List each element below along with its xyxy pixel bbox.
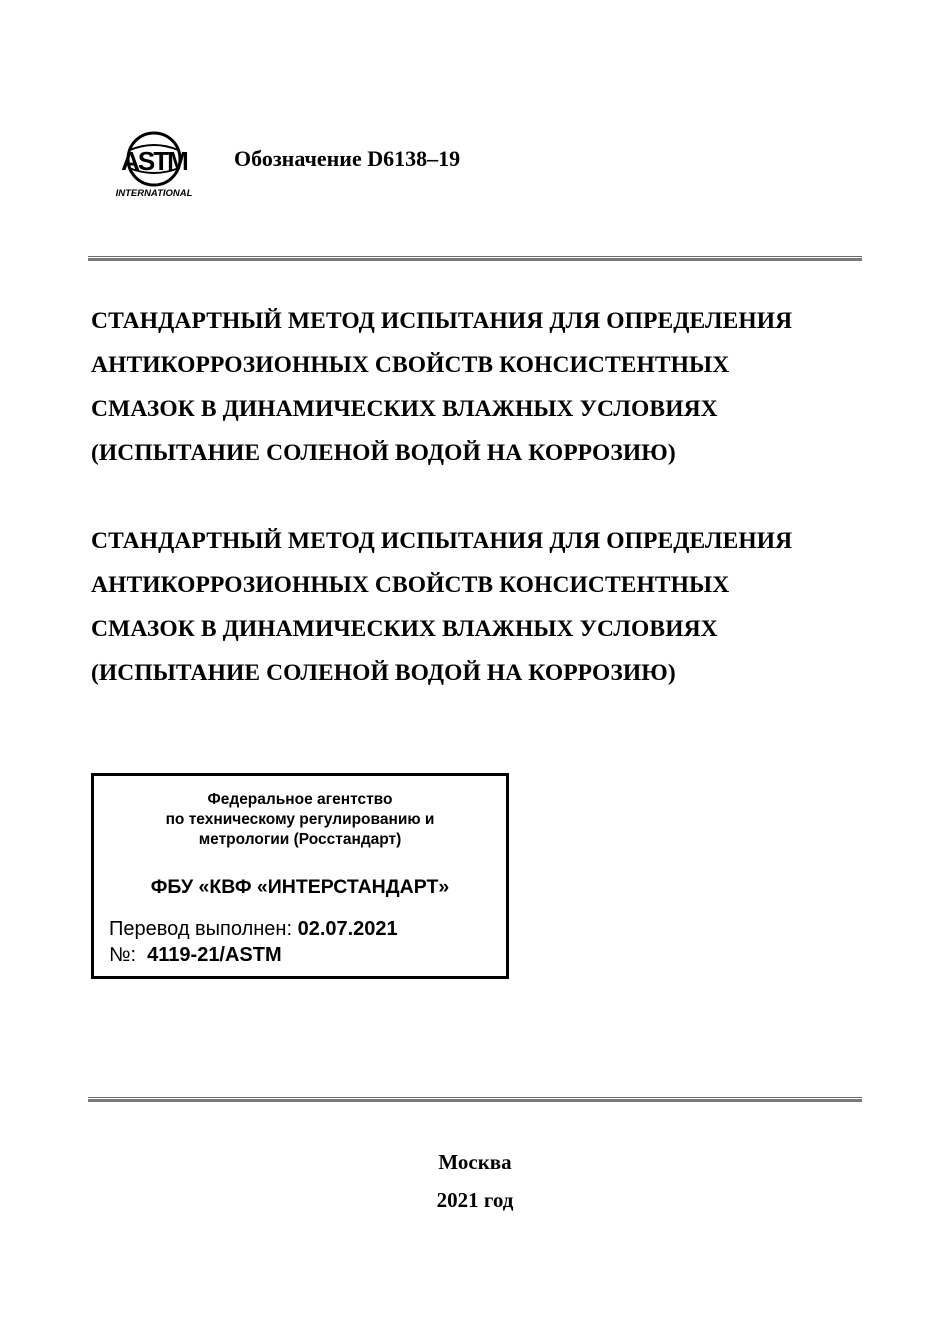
translation-stamp (91, 773, 509, 979)
title-block-2 (91, 519, 859, 695)
top-divider (88, 256, 862, 261)
translation-number-line (109, 944, 282, 967)
astm-international-logo (108, 126, 200, 200)
title-line: СМАЗОК В ДИНАМИЧЕСКИХ ВЛАЖНЫХ УСЛОВИЯХ (91, 616, 718, 642)
agency-line: по техническому регулированию и (165, 811, 435, 828)
agency-line: Федеральное агентство (207, 791, 393, 808)
translation-label: Перевод выполнен: (109, 918, 293, 940)
publication-city: Москва (438, 1150, 512, 1174)
title-line: (ИСПЫТАНИЕ СОЛЕНОЙ ВОДОЙ НА КОРРОЗИЮ) (91, 440, 676, 466)
title-block-1 (91, 299, 859, 475)
agency-name (94, 790, 506, 850)
title-line: АНТИКОРРОЗИОННЫХ СВОЙСТВ КОНСИСТЕНТНЫХ (91, 572, 730, 598)
logo-subtext: INTERNATIONAL (115, 188, 193, 199)
bottom-divider (88, 1097, 862, 1102)
title-line: СТАНДАРТНЫЙ МЕТОД ИСПЫТАНИЯ ДЛЯ ОПРЕДЕЛЕНИЯ (91, 528, 793, 554)
translation-date-line (109, 918, 398, 941)
title-line: СМАЗОК В ДИНАМИЧЕСКИХ ВЛАЖНЫХ УСЛОВИЯХ (91, 396, 718, 422)
number-label: №: (109, 944, 137, 966)
title-line: СТАНДАРТНЫЙ МЕТОД ИСПЫТАНИЯ ДЛЯ ОПРЕДЕЛЕНИЯ (91, 308, 793, 334)
translation-date: 02.07.2021 (297, 918, 398, 940)
organization-name: ФБУ «КВФ «ИНТЕРСТАНДАРТ» (150, 876, 450, 898)
logo-wordmark: ASTM (121, 146, 187, 176)
title-line: (ИСПЫТАНИЕ СОЛЕНОЙ ВОДОЙ НА КОРРОЗИЮ) (91, 660, 676, 686)
standard-designation: Обозначение D6138–19 (234, 146, 461, 171)
number-value: 4119-21/ASTM (147, 944, 282, 966)
title-line: АНТИКОРРОЗИОННЫХ СВОЙСТВ КОНСИСТЕНТНЫХ (91, 352, 730, 378)
agency-line: метрологии (Росстандарт) (198, 831, 402, 848)
publication-year: 2021 год (436, 1188, 514, 1212)
